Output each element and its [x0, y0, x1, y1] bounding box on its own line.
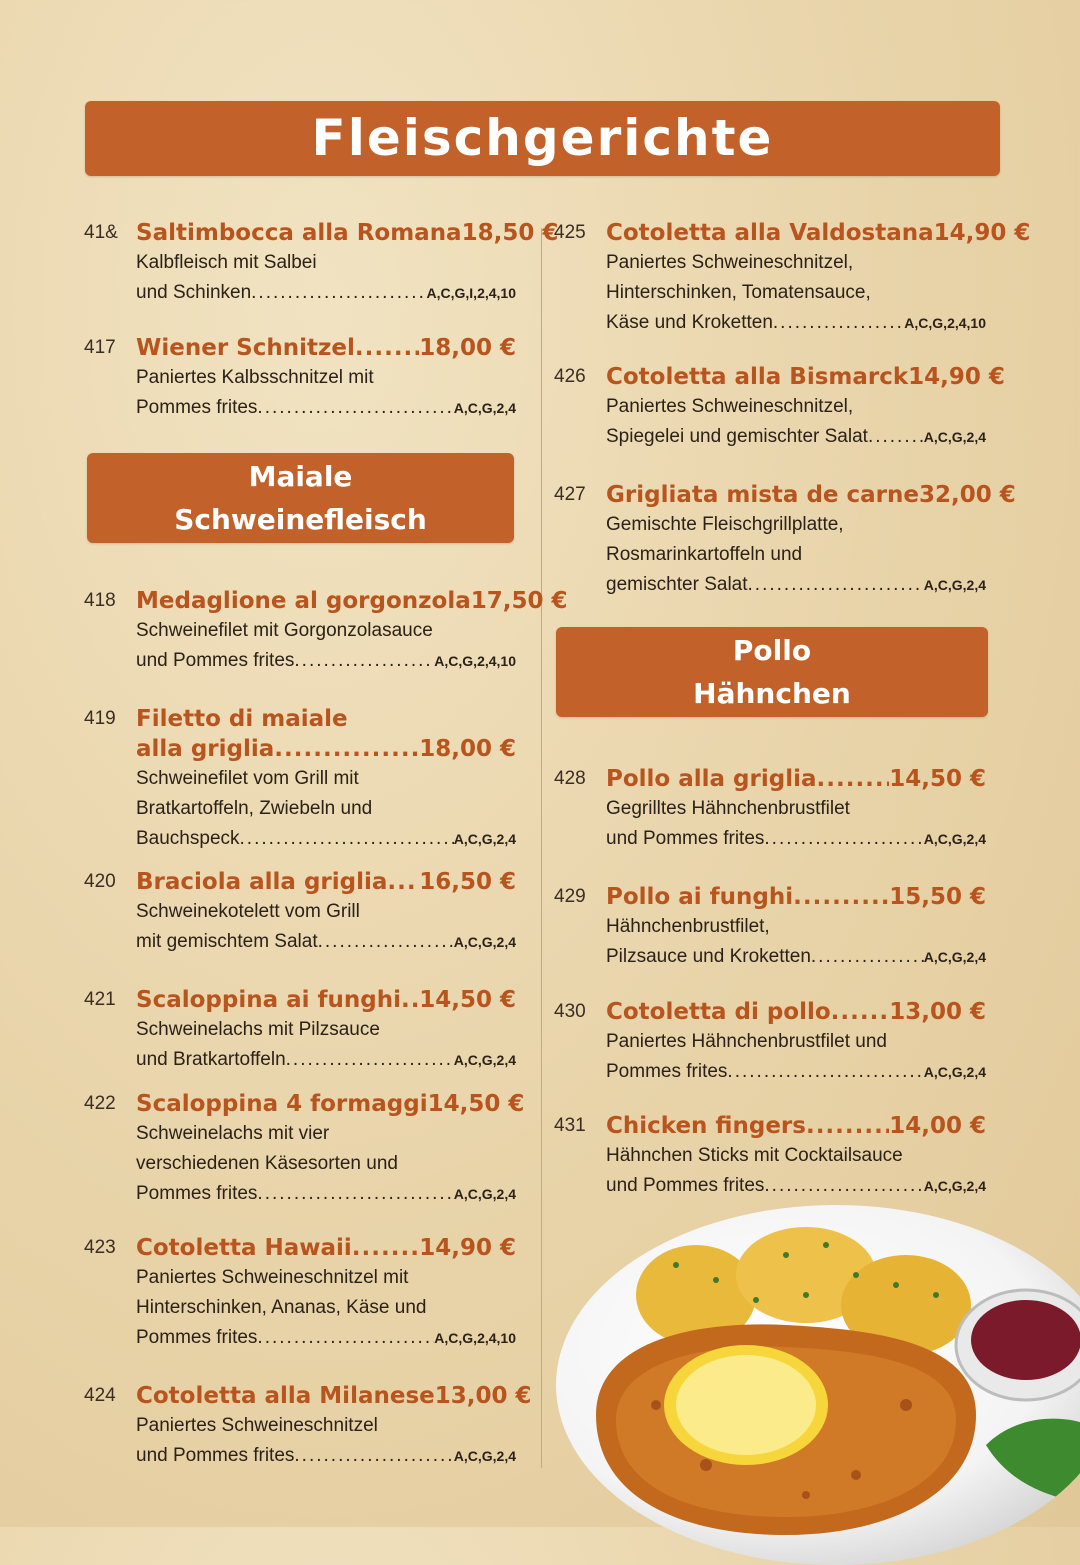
item-number: 429	[554, 886, 586, 907]
item-name: Medaglione al gorgonzola	[136, 588, 471, 614]
item-allergens: A,C,G,2,4	[923, 577, 986, 593]
item-number: 417	[84, 337, 116, 358]
item-name: alla griglia	[136, 736, 275, 762]
pollo-heading-banner	[556, 627, 988, 717]
item-price: 14,00 €	[889, 1113, 986, 1139]
item-number: 425	[554, 222, 586, 243]
item-leader-dots	[817, 764, 890, 794]
item-allergens: A,C,G,2,4,10	[904, 315, 986, 331]
item-leader-dots	[811, 942, 924, 972]
item-description: Schweinefilet vom Grill mit	[136, 768, 359, 789]
item-description: Paniertes Kalbsschnitzel mit	[136, 367, 374, 388]
item-price: 14,90 €	[908, 364, 1005, 390]
item-leader-dots	[773, 308, 904, 338]
item-allergens: A,C,G,2,4	[453, 1448, 516, 1464]
item-leader-dots	[868, 422, 924, 452]
item-name: Cotoletta alla Milanese	[136, 1383, 435, 1409]
item-allergens: A,C,G,2,4	[923, 831, 986, 847]
item-price: 18,00 €	[419, 335, 516, 361]
item-number: 418	[84, 590, 116, 611]
item-description: Paniertes Hähnchenbrustfilet und	[606, 1031, 887, 1052]
item-price: 14,50 €	[889, 766, 986, 792]
item-leader-dots	[806, 1111, 889, 1141]
item-number: 422	[84, 1093, 116, 1114]
item-name-line1: Filetto di maiale	[136, 706, 348, 732]
item-allergens: A,C,G,2,4,10	[434, 1330, 516, 1346]
item-leader-dots	[257, 1323, 434, 1353]
item-leader-dots	[764, 824, 923, 854]
item-number: 420	[84, 871, 116, 892]
item-leader-dots	[274, 734, 419, 764]
item-leader-dots	[727, 1057, 923, 1087]
maiale-heading-line1: Maiale	[248, 460, 353, 493]
item-leader-dots	[286, 1045, 454, 1075]
column-divider	[541, 228, 542, 1468]
item-leader-dots	[294, 646, 434, 676]
item-description-last: und Pommes frites	[606, 1175, 765, 1196]
item-leader-dots	[257, 393, 453, 423]
item-number: 431	[554, 1115, 586, 1136]
item-number: 428	[554, 768, 586, 789]
item-leader-dots	[257, 1179, 453, 1209]
item-description-last: und Bratkartoffeln	[136, 1049, 286, 1070]
item-allergens: A,C,G,2,4	[453, 400, 516, 416]
item-name: Pollo alla griglia	[606, 766, 817, 792]
item-price: 14,50 €	[427, 1091, 525, 1117]
item-leader-dots	[387, 867, 419, 897]
item-allergens: A,C,G,2,4	[453, 1186, 516, 1202]
schnitzel-plate-photo	[556, 1205, 1080, 1565]
item-description: Bratkartoffeln, Zwiebeln und	[136, 798, 373, 819]
item-description: Schweinelachs mit vier	[136, 1123, 330, 1144]
item-name: Scaloppina ai funghi	[136, 987, 402, 1013]
item-name: Wiener Schnitzel	[136, 335, 355, 361]
item-description-last: mit gemischtem Salat	[136, 931, 318, 952]
item-name: Braciola alla griglia	[136, 869, 388, 895]
item-name: Scaloppina 4 formaggi	[136, 1091, 428, 1117]
item-description-last: Pommes frites	[606, 1061, 728, 1082]
item-leader-dots	[251, 278, 426, 308]
item-price: 17,50 €	[470, 588, 568, 614]
item-allergens: A,C,G,2,4,10	[434, 653, 516, 669]
item-description: Rosmarinkartoffeln und	[606, 544, 803, 565]
item-name: Cotoletta Hawaii	[136, 1235, 352, 1261]
item-price: 13,00 €	[889, 999, 986, 1025]
item-price: 13,00 €	[434, 1383, 532, 1409]
item-description: Paniertes Schweineschnitzel mit	[136, 1267, 409, 1288]
item-description-last: und Pommes frites	[136, 1445, 295, 1466]
item-leader-dots	[793, 882, 889, 912]
schnitzel-plate-illustration	[556, 1205, 1080, 1565]
maiale-heading-line2: Schweinefleisch	[174, 503, 427, 536]
section-title: Fleischgerichte	[311, 109, 774, 167]
item-price: 14,50 €	[419, 987, 516, 1013]
item-price: 18,00 €	[419, 736, 516, 762]
item-description-last: Bauchspeck	[136, 828, 240, 849]
item-name: Saltimbocca alla Romana	[136, 220, 462, 246]
item-number: 41&	[84, 222, 118, 243]
item-description: Paniertes Schweineschnitzel	[136, 1415, 378, 1436]
item-description: Schweinefilet mit Gorgonzolasauce	[136, 620, 433, 641]
item-allergens: A,C,G,2,4	[453, 831, 516, 847]
item-description-last: und Schinken	[136, 282, 252, 303]
item-description-last: Pilzsauce und Kroketten	[606, 946, 811, 967]
item-description-last: Pommes frites	[136, 1327, 258, 1348]
pollo-heading-line2: Hähnchen	[693, 677, 851, 710]
item-description-last: und Pommes frites	[136, 650, 295, 671]
item-description-last: Pommes frites	[136, 1183, 258, 1204]
item-price: 18,50 €	[461, 220, 559, 246]
item-allergens: A,C,G,2,4	[923, 1064, 986, 1080]
item-leader-dots	[401, 985, 419, 1015]
item-allergens: A,C,G,2,4	[453, 1052, 516, 1068]
item-description: Schweinekotelett vom Grill	[136, 901, 360, 922]
section-title-banner	[85, 101, 1000, 176]
item-number: 426	[554, 366, 586, 387]
item-leader-dots	[831, 997, 890, 1027]
item-price: 15,50 €	[889, 884, 986, 910]
item-description: Paniertes Schweineschnitzel,	[606, 252, 854, 273]
item-description: Schweinelachs mit Pilzsauce	[136, 1019, 380, 1040]
item-description-last: Pommes frites	[136, 397, 258, 418]
item-description: Gegrilltes Hähnchenbrustfilet	[606, 798, 850, 819]
item-price: 14,90 €	[419, 1235, 516, 1261]
item-allergens: A,C,G,I,2,4,10	[426, 285, 516, 301]
item-description-last: und Pommes frites	[606, 828, 765, 849]
item-description: Kalbfleisch mit Salbei	[136, 252, 317, 273]
pollo-heading-line1: Pollo	[732, 634, 812, 667]
item-number: 421	[84, 989, 116, 1010]
item-description: Hinterschinken, Tomatensauce,	[606, 282, 871, 303]
item-name: Cotoletta di pollo	[606, 999, 831, 1025]
item-number: 430	[554, 1001, 586, 1022]
item-leader-dots	[764, 1171, 923, 1201]
item-description: Hähnchenbrustfilet,	[606, 916, 770, 937]
maiale-heading-banner	[87, 453, 514, 543]
item-price: 16,50 €	[419, 869, 516, 895]
item-name: Cotoletta alla Valdostana	[606, 220, 934, 246]
item-allergens: A,C,G,2,4	[923, 949, 986, 965]
item-number: 427	[554, 484, 586, 505]
item-leader-dots	[294, 1441, 453, 1471]
item-number: 419	[84, 708, 116, 729]
item-name: Grigliata mista de carne	[606, 482, 919, 508]
item-description: Gemischte Fleischgrillplatte,	[606, 514, 844, 535]
item-number: 424	[84, 1385, 116, 1406]
item-leader-dots	[318, 927, 454, 957]
item-name: Cotoletta alla Bismarck	[606, 364, 909, 390]
item-allergens: A,C,G,2,4	[923, 1178, 986, 1194]
item-description: Hinterschinken, Ananas, Käse und	[136, 1297, 427, 1318]
item-description: verschiedenen Käsesorten und	[136, 1153, 398, 1174]
item-leader-dots	[748, 570, 924, 600]
item-leader-dots	[352, 1233, 419, 1263]
item-price: 32,00 €	[918, 482, 1016, 508]
item-leader-dots	[240, 824, 454, 854]
item-description-last: Spiegelei und gemischter Salat	[606, 426, 868, 447]
item-allergens: A,C,G,2,4	[453, 934, 516, 950]
item-description: Paniertes Schweineschnitzel,	[606, 396, 854, 417]
item-description-last: gemischter Salat	[606, 574, 748, 595]
item-allergens: A,C,G,2,4	[923, 429, 986, 445]
item-number: 423	[84, 1237, 116, 1258]
item-leader-dots	[355, 333, 419, 363]
item-name: Pollo ai funghi	[606, 884, 794, 910]
item-description-last: Käse und Kroketten	[606, 312, 773, 333]
item-name: Chicken fingers	[606, 1113, 806, 1139]
item-price: 14,90 €	[933, 220, 1031, 246]
item-description: Hähnchen Sticks mit Cocktailsauce	[606, 1145, 903, 1166]
